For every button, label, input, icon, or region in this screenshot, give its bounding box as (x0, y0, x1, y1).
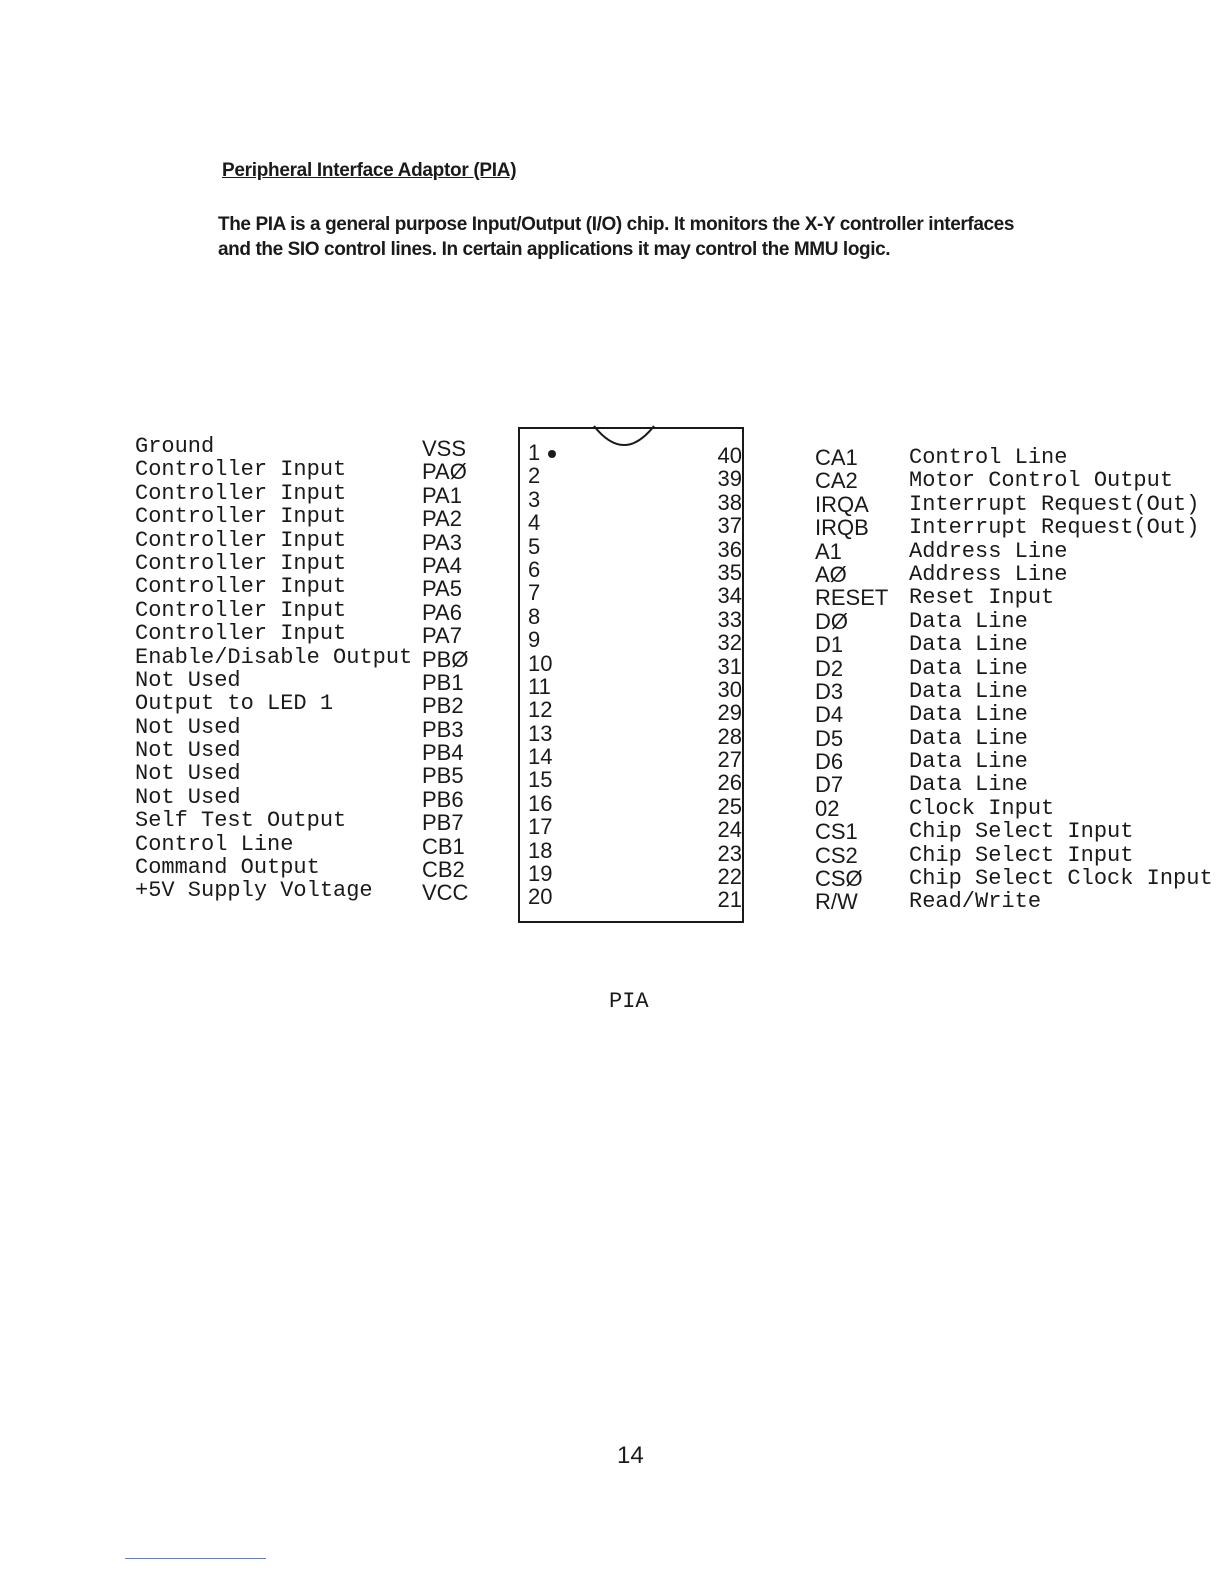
pin-function-label: Address Line (909, 561, 1068, 587)
pin-number: 18 (528, 837, 553, 863)
pin-function-label: Data Line (909, 608, 1028, 634)
pin-function-label: Not Used (135, 738, 241, 764)
pin-function-label: Not Used (135, 667, 241, 693)
pin-signal-name: PA3 (422, 529, 462, 555)
pin-signal-name: DØ (815, 608, 848, 634)
pin-function-label: Chip Select Input (909, 819, 1134, 845)
pin-number: 29 (717, 700, 742, 726)
pin-function-label: Controller Input (135, 574, 347, 600)
pin-function-label: Controller Input (135, 597, 347, 623)
pin-signal-name: VSS (422, 436, 467, 461)
left-pin-numbers (528, 441, 556, 909)
pin-function-label: Chip Select Clock Input (909, 866, 1213, 892)
section-heading: Peripheral Interface Adaptor (PIA) (222, 160, 517, 181)
pin-signal-name: IRQB (815, 515, 869, 541)
pin-signal-name: D4 (815, 702, 844, 728)
pin-function-label: Controller Input (135, 457, 347, 483)
pin-signal-name: PA6 (422, 599, 462, 625)
chip-notch (592, 422, 656, 446)
pin-number: 23 (717, 840, 742, 866)
pin-function-label: Self Test Output (135, 808, 347, 834)
pin-number: 31 (717, 653, 742, 679)
pin-function-label: Controller Input (135, 550, 347, 576)
pin-number: 22 (717, 864, 742, 890)
intro-line: and the SIO control lines. In certain applications it may control the MMU logic. (218, 239, 891, 260)
pin-number: 37 (717, 513, 742, 539)
pin-number: 25 (717, 793, 742, 819)
pin-number: 35 (717, 559, 742, 585)
pin-number: 16 (528, 790, 553, 816)
pin-signal-name: PA5 (422, 576, 462, 602)
pin-signal-name: PB7 (422, 810, 464, 836)
pin-number: 28 (717, 723, 742, 749)
pin-function-label: Interrupt Request(Out) (909, 491, 1200, 517)
pin-number: 27 (717, 747, 742, 773)
pin-number: 12 (528, 697, 553, 723)
pin-function-label: +5V Supply Voltage (135, 878, 373, 904)
pin-signal-name: PB4 (422, 740, 464, 766)
pin-function-label: Enable/Disable Output (135, 644, 413, 670)
pin-function-label: Ground (135, 434, 215, 459)
pin-signal-name: AØ (815, 561, 847, 587)
pin-signal-name: PB2 (422, 693, 464, 719)
pin-function-label: Controller Input (135, 504, 347, 530)
pin-number: 15 (528, 767, 553, 793)
pin-number (528, 441, 556, 464)
intro-line: The PIA is a general purpose Input/Output (I/O) chip. It monitors the X-Y controller interfaces (218, 214, 1014, 235)
pin-signal-name: CS2 (815, 842, 858, 868)
pin-signal-name: D7 (815, 772, 844, 798)
pin-signal-name: D3 (815, 678, 844, 704)
pin-function-label: Output to LED 1 (135, 691, 334, 717)
pin-number: 30 (717, 676, 742, 702)
pin-function-label: Data Line (909, 725, 1028, 751)
pin-signal-name: CB1 (422, 833, 465, 859)
pin-signal-name: CA2 (815, 468, 858, 494)
pin-function-label: Address Line (909, 538, 1068, 564)
pin-number: 19 (528, 861, 553, 887)
left-function-column (135, 435, 412, 903)
pin-signal-name: RESET (815, 585, 889, 611)
pin-function-label: Data Line (909, 655, 1028, 681)
pin-signal-name: D2 (815, 655, 844, 681)
pin-signal-name: CSØ (815, 866, 863, 892)
pin-function-label: Not Used (135, 761, 241, 787)
pin-signal-name: PA7 (422, 623, 462, 649)
pin-number: 10 (528, 650, 553, 676)
pin-number: 9 (528, 627, 541, 653)
pin-number: 13 (528, 720, 553, 746)
pin-function-label: Not Used (135, 714, 241, 740)
pin-function-label: Command Output (135, 855, 320, 881)
pin-function-label: Data Line (909, 632, 1028, 658)
pin-number: 21 (717, 887, 742, 913)
pin-function-label: Clock Input (909, 795, 1055, 821)
intro-paragraph (218, 212, 1098, 262)
pin-number: 14 (528, 744, 553, 770)
pin-function-label: Data Line (909, 772, 1028, 798)
pin-function-label: Data Line (909, 702, 1028, 728)
pin-number: 1 (528, 440, 541, 465)
pin-number: 34 (717, 583, 742, 609)
pin-number: 5 (528, 533, 541, 559)
pin-function-label: Interrupt Request(Out) (909, 515, 1200, 541)
pin-number: 33 (717, 606, 742, 632)
pin-number: 38 (717, 489, 742, 515)
pin-function-label: Chip Select Input (909, 842, 1134, 868)
pin-function-label: Data Line (909, 678, 1028, 704)
pin-signal-name: D5 (815, 725, 844, 751)
pin-function-label: Control Line (909, 445, 1068, 470)
pin-one-dot-icon (548, 450, 556, 458)
right-function-column (909, 446, 1213, 914)
footer-rule (125, 1558, 266, 1559)
pin-signal-name: PB3 (422, 716, 464, 742)
pin-function-label: Controller Input (135, 621, 347, 647)
pin-number: 24 (717, 817, 742, 843)
pin-number: 3 (528, 486, 541, 512)
pin-number: 11 (528, 673, 551, 699)
pin-signal-name: VCC (422, 880, 469, 906)
pin-signal-name: A1 (815, 538, 842, 564)
pin-signal-name: PB6 (422, 786, 464, 812)
pin-function-label: Motor Control Output (909, 468, 1174, 494)
pin-signal-name: CB2 (422, 857, 465, 883)
pin-number: 32 (717, 630, 742, 656)
pin-signal-name: CS1 (815, 819, 858, 845)
right-signal-column (815, 446, 888, 914)
pin-function-label: Data Line (909, 749, 1028, 775)
pin-number: 39 (717, 466, 742, 492)
pin-signal-name: PBØ (422, 646, 469, 672)
pin-function-label: Controller Input (135, 527, 347, 553)
left-signal-column (422, 437, 468, 905)
pin-signal-name: PB1 (422, 669, 464, 695)
pin-function-label: Not Used (135, 784, 241, 810)
pin-function-label: Control Line (135, 831, 294, 857)
pin-number: 20 (528, 884, 553, 910)
pin-signal-name: PA4 (422, 552, 462, 578)
pin-number: 4 (528, 510, 541, 536)
pin-function-label: Read/Write (909, 889, 1042, 915)
pin-signal-name: PB5 (422, 763, 464, 789)
pin-number: 36 (717, 536, 742, 562)
right-pin-numbers (690, 444, 742, 912)
pin-number: 7 (528, 580, 541, 606)
pin-signal-name: 02 (815, 795, 840, 821)
pin-signal-name: D6 (815, 749, 844, 775)
pin-signal-name: PAØ (422, 459, 467, 485)
pin-number: 8 (528, 603, 541, 629)
pin-signal-name: CA1 (815, 445, 858, 470)
pin-number: 6 (528, 556, 541, 582)
pin-number: 26 (717, 770, 742, 796)
pin-number: 40 (717, 443, 742, 468)
pin-signal-name: D1 (815, 632, 844, 658)
pin-function-label: Reset Input (909, 585, 1055, 611)
pin-signal-name: PA2 (422, 506, 462, 532)
pin-signal-name: IRQA (815, 491, 869, 517)
figure-caption: PIA (609, 989, 649, 1014)
pin-function-label: Controller Input (135, 480, 347, 506)
pin-signal-name: PA1 (422, 482, 462, 508)
pin-number: 2 (528, 463, 541, 489)
pin-number: 17 (528, 814, 553, 840)
pin-signal-name: R/W (815, 889, 858, 915)
page-number: 14 (617, 1442, 644, 1469)
